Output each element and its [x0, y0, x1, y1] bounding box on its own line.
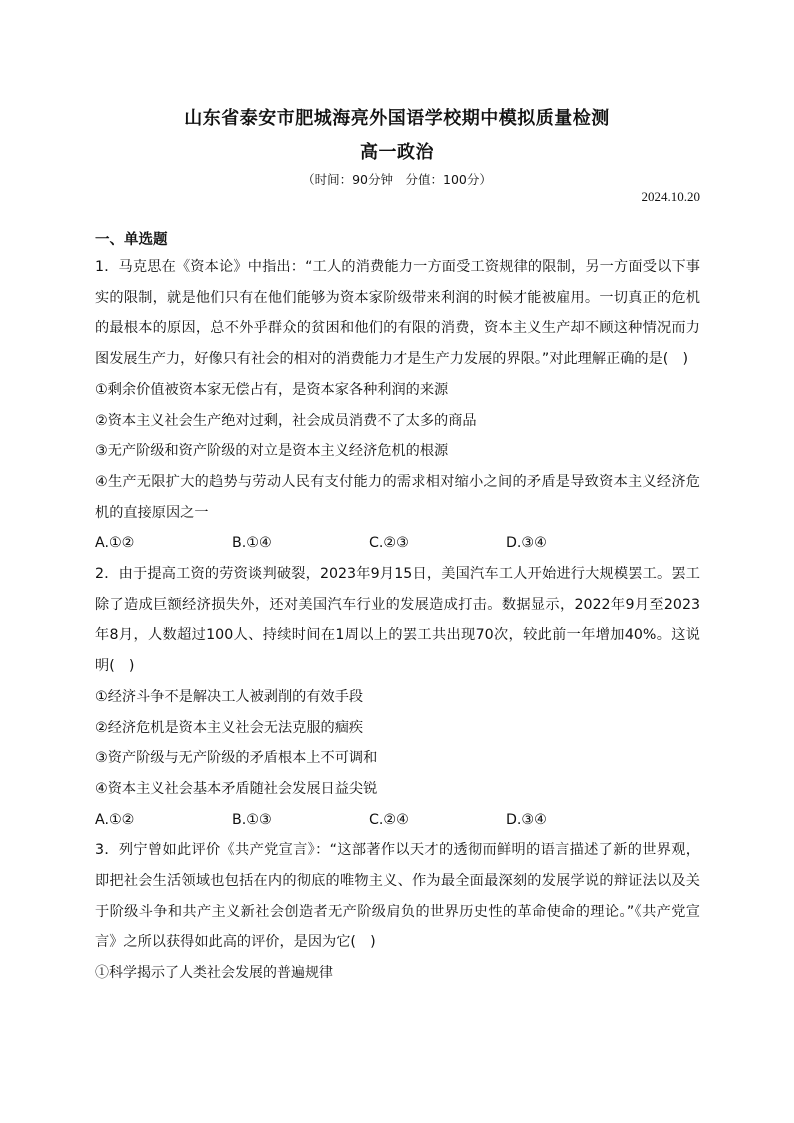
- question-3-option-1: ①科学揭示了人类社会发展的普遍规律: [95, 965, 333, 982]
- question-2-choice-c: C.②④: [369, 811, 409, 828]
- question-1-choice-b: B.①④: [232, 535, 272, 552]
- question-1-stem: 1．马克思在《资本论》中指出：“工人的消费能力一方面受工资规律的限制，另一方面受以下事实的限制，就是他们只有在他们能够为资本家阶级带来利润的时候才能被雇用。一切真正的危机的最根本的原因，总不外乎群众的贫困和他们的有限的消费，资本主义生产却不顾这种情况而力图发展生产力，好像只有社会的相对的消费能力才是生产力发展的界限。”对此理解正确的是( ): [95, 259, 700, 368]
- question-2-option-4: ④资本主义社会基本矛盾随社会发展日益尖锐: [95, 780, 378, 797]
- question-2-stem: 2．由于提高工资的劳资谈判破裂，2023年9月15日，美国汽车工人开始进行大规模罢工。罢工除了造成巨额经济损失外，还对美国汽车行业的发展造成打击。数据显示，2022年9月至2023年8月，人数超过100人、持续时间在1周以上的罢工共出现70次，较此前一年增加40%。这说明( ): [95, 566, 700, 675]
- question-2-option-1: ①经济斗争不是解决工人被剥削的有效手段: [95, 688, 364, 705]
- question-1-option-4: ④生产无限扩大的趋势与劳动人民有支付能力的需求相对缩小之间的矛盾是导致资本主义经济危机的直接原因之一: [95, 473, 700, 521]
- section-heading: 一、单选题: [95, 232, 168, 248]
- question-2-choices: [95, 805, 700, 836]
- question-3-stem: 3．列宁曾如此评价《共产党宣言》：“这部著作以天才的透彻而鲜明的语言描述了新的世界观，即把社会生活领域也包括在内的彻底的唯物主义、作为最全面最深刻的发展学说的辩证法以及关于阶级斗争和共产主义新社会创造者无产阶级肩负的世界历史性的革命使命的理论。”《共产党宣言》之所以获得如此高的评价，是因为它( ): [95, 842, 700, 951]
- exam-info: （时间：90分钟 分值：100分）: [302, 172, 492, 187]
- question-2-choice-b: B.①③: [232, 811, 272, 828]
- question-1-choice-a: A.①②: [95, 535, 135, 552]
- question-2-choice-d: D.③④: [506, 811, 547, 828]
- question-1-option-1: ①剩余价值被资本家无偿占有，是资本家各种利润的来源: [95, 381, 449, 398]
- question-1-option-3: ③无产阶级和资产阶级的对立是资本主义经济危机的根源: [95, 443, 449, 460]
- question-1-choice-d: D.③④: [506, 535, 547, 552]
- question-2-option-2: ②经济危机是资本主义社会无法克服的痼疾: [95, 719, 364, 736]
- question-1-option-2: ②资本主义社会生产绝对过剩，社会成员消费不了太多的商品: [95, 412, 477, 429]
- exam-title: 山东省泰安市肥城海亮外国语学校期中模拟质量检测: [184, 108, 610, 129]
- question-2-option-3: ③资产阶级与无产阶级的矛盾根本上不可调和: [95, 750, 378, 767]
- question-2-choice-a: A.①②: [95, 811, 135, 828]
- exam-subject: 高一政治: [360, 142, 434, 163]
- question-1-choice-c: C.②③: [369, 535, 409, 552]
- exam-date: 2024.10.20: [641, 189, 700, 204]
- question-1-choices: [95, 528, 700, 559]
- questions-block: [95, 252, 700, 989]
